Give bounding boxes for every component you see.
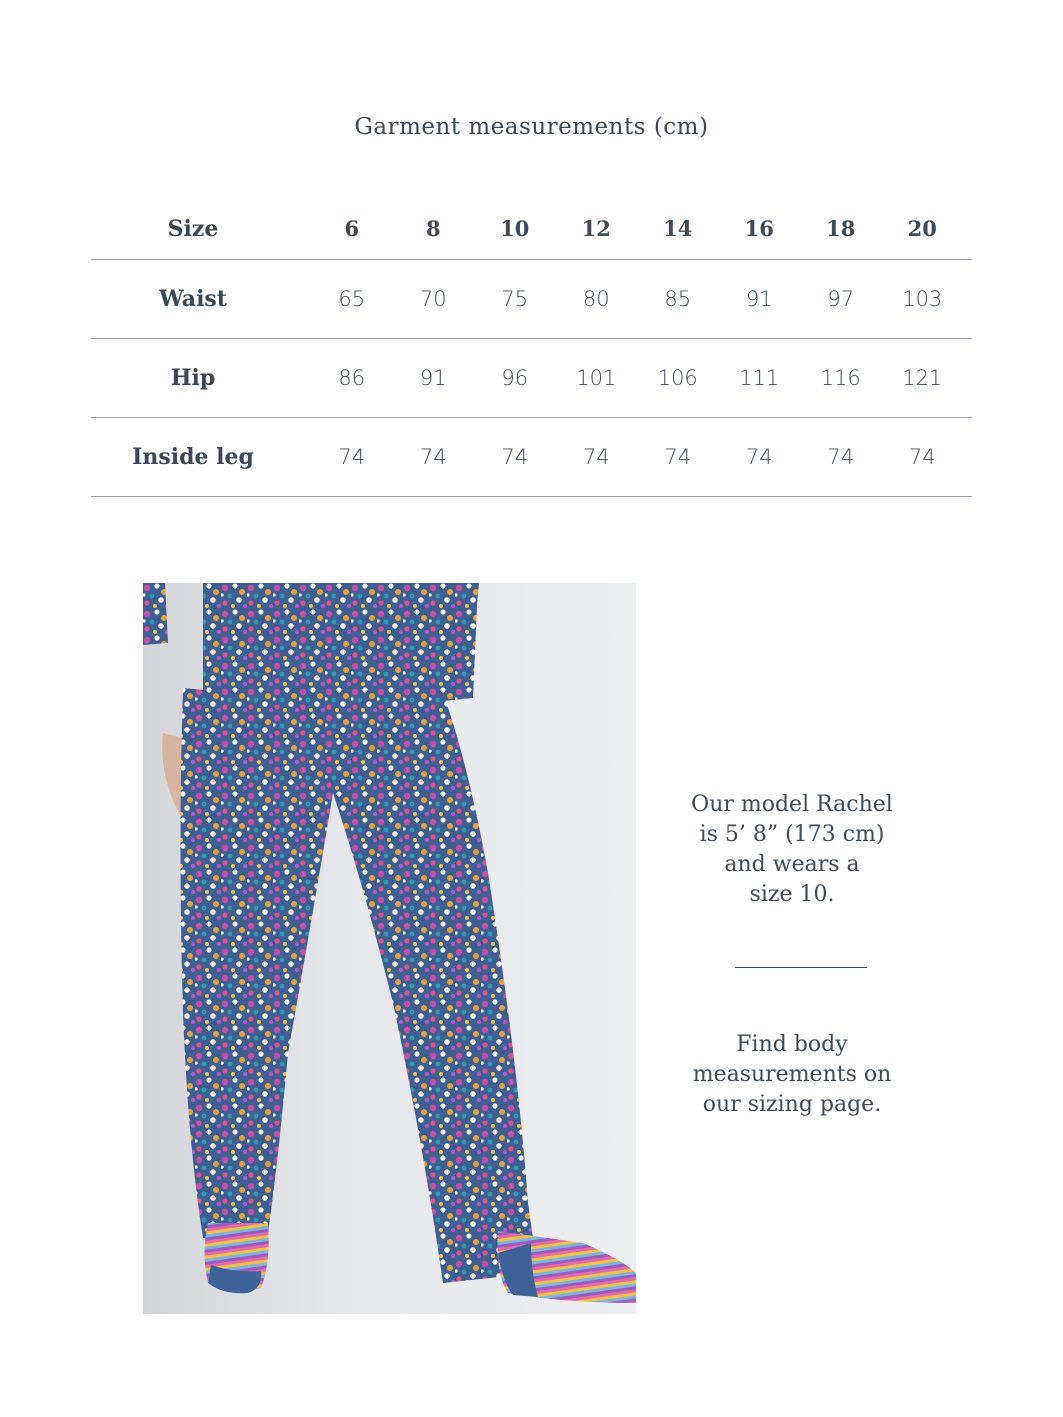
- value-cell: 106: [657, 366, 698, 390]
- sizing-note-line: measurements on: [692, 1062, 892, 1087]
- model-note-line: is 5’ 8” (173 cm): [699, 822, 885, 847]
- value-cell: 121: [902, 366, 943, 390]
- top-sleeve-left: [143, 583, 168, 645]
- size-cell: 16: [744, 216, 774, 241]
- value-cell: 74: [827, 445, 855, 469]
- value-cell: 96: [501, 366, 529, 390]
- size-cell: 14: [663, 216, 693, 241]
- row-label: Hip: [170, 365, 216, 391]
- value-cell: 101: [576, 366, 617, 390]
- row-label: Inside leg: [132, 444, 254, 470]
- table-row-inside-leg: [91, 418, 972, 497]
- value-cell: 74: [582, 445, 610, 469]
- model-note: [660, 790, 924, 910]
- table-header-row: [91, 198, 972, 260]
- value-cell: 74: [745, 445, 773, 469]
- model-note-line: size 10.: [749, 882, 835, 907]
- size-cell: 12: [581, 216, 611, 241]
- sizing-note-line: our sizing page.: [702, 1092, 882, 1117]
- value-cell: 91: [745, 287, 773, 311]
- model-illustration: [143, 583, 636, 1314]
- value-cell: 97: [827, 287, 855, 311]
- value-cell: 74: [908, 445, 936, 469]
- size-cell: 10: [500, 216, 530, 241]
- value-cell: 75: [501, 287, 529, 311]
- value-cell: 74: [501, 445, 529, 469]
- size-header-label: Size: [167, 215, 219, 242]
- value-cell: 74: [419, 445, 447, 469]
- value-cell: 70: [419, 287, 447, 311]
- value-cell: 116: [820, 366, 861, 390]
- model-note-line: and wears a: [724, 852, 860, 877]
- measurements-table: [91, 198, 972, 497]
- page-title: Garment measurements (cm): [354, 114, 709, 140]
- value-cell: 74: [664, 445, 692, 469]
- table-row-waist: [91, 260, 972, 339]
- row-cells: [295, 445, 972, 469]
- row-label: Waist: [159, 286, 227, 312]
- value-cell: 111: [739, 366, 780, 390]
- sizing-note: [660, 1030, 924, 1120]
- size-cell: 8: [425, 216, 441, 241]
- value-cell: 86: [338, 366, 366, 390]
- model-photo: [143, 583, 636, 1314]
- size-header-cells: [295, 216, 972, 241]
- sizing-note-line: Find body: [736, 1032, 848, 1057]
- size-cell: 6: [344, 216, 360, 241]
- row-cells: [295, 287, 972, 311]
- value-cell: 74: [338, 445, 366, 469]
- value-cell: 91: [419, 366, 447, 390]
- size-cell: 20: [907, 216, 937, 241]
- value-cell: 85: [664, 287, 692, 311]
- pyjama-trousers: [181, 688, 539, 1283]
- row-cells: [295, 366, 972, 390]
- model-note-line: Our model Rachel: [691, 792, 893, 817]
- pyjama-top: [143, 583, 478, 704]
- section-divider: [735, 967, 867, 968]
- value-cell: 80: [582, 287, 610, 311]
- size-cell: 18: [826, 216, 856, 241]
- value-cell: 103: [902, 287, 943, 311]
- table-row-hip: [91, 339, 972, 418]
- value-cell: 65: [338, 287, 366, 311]
